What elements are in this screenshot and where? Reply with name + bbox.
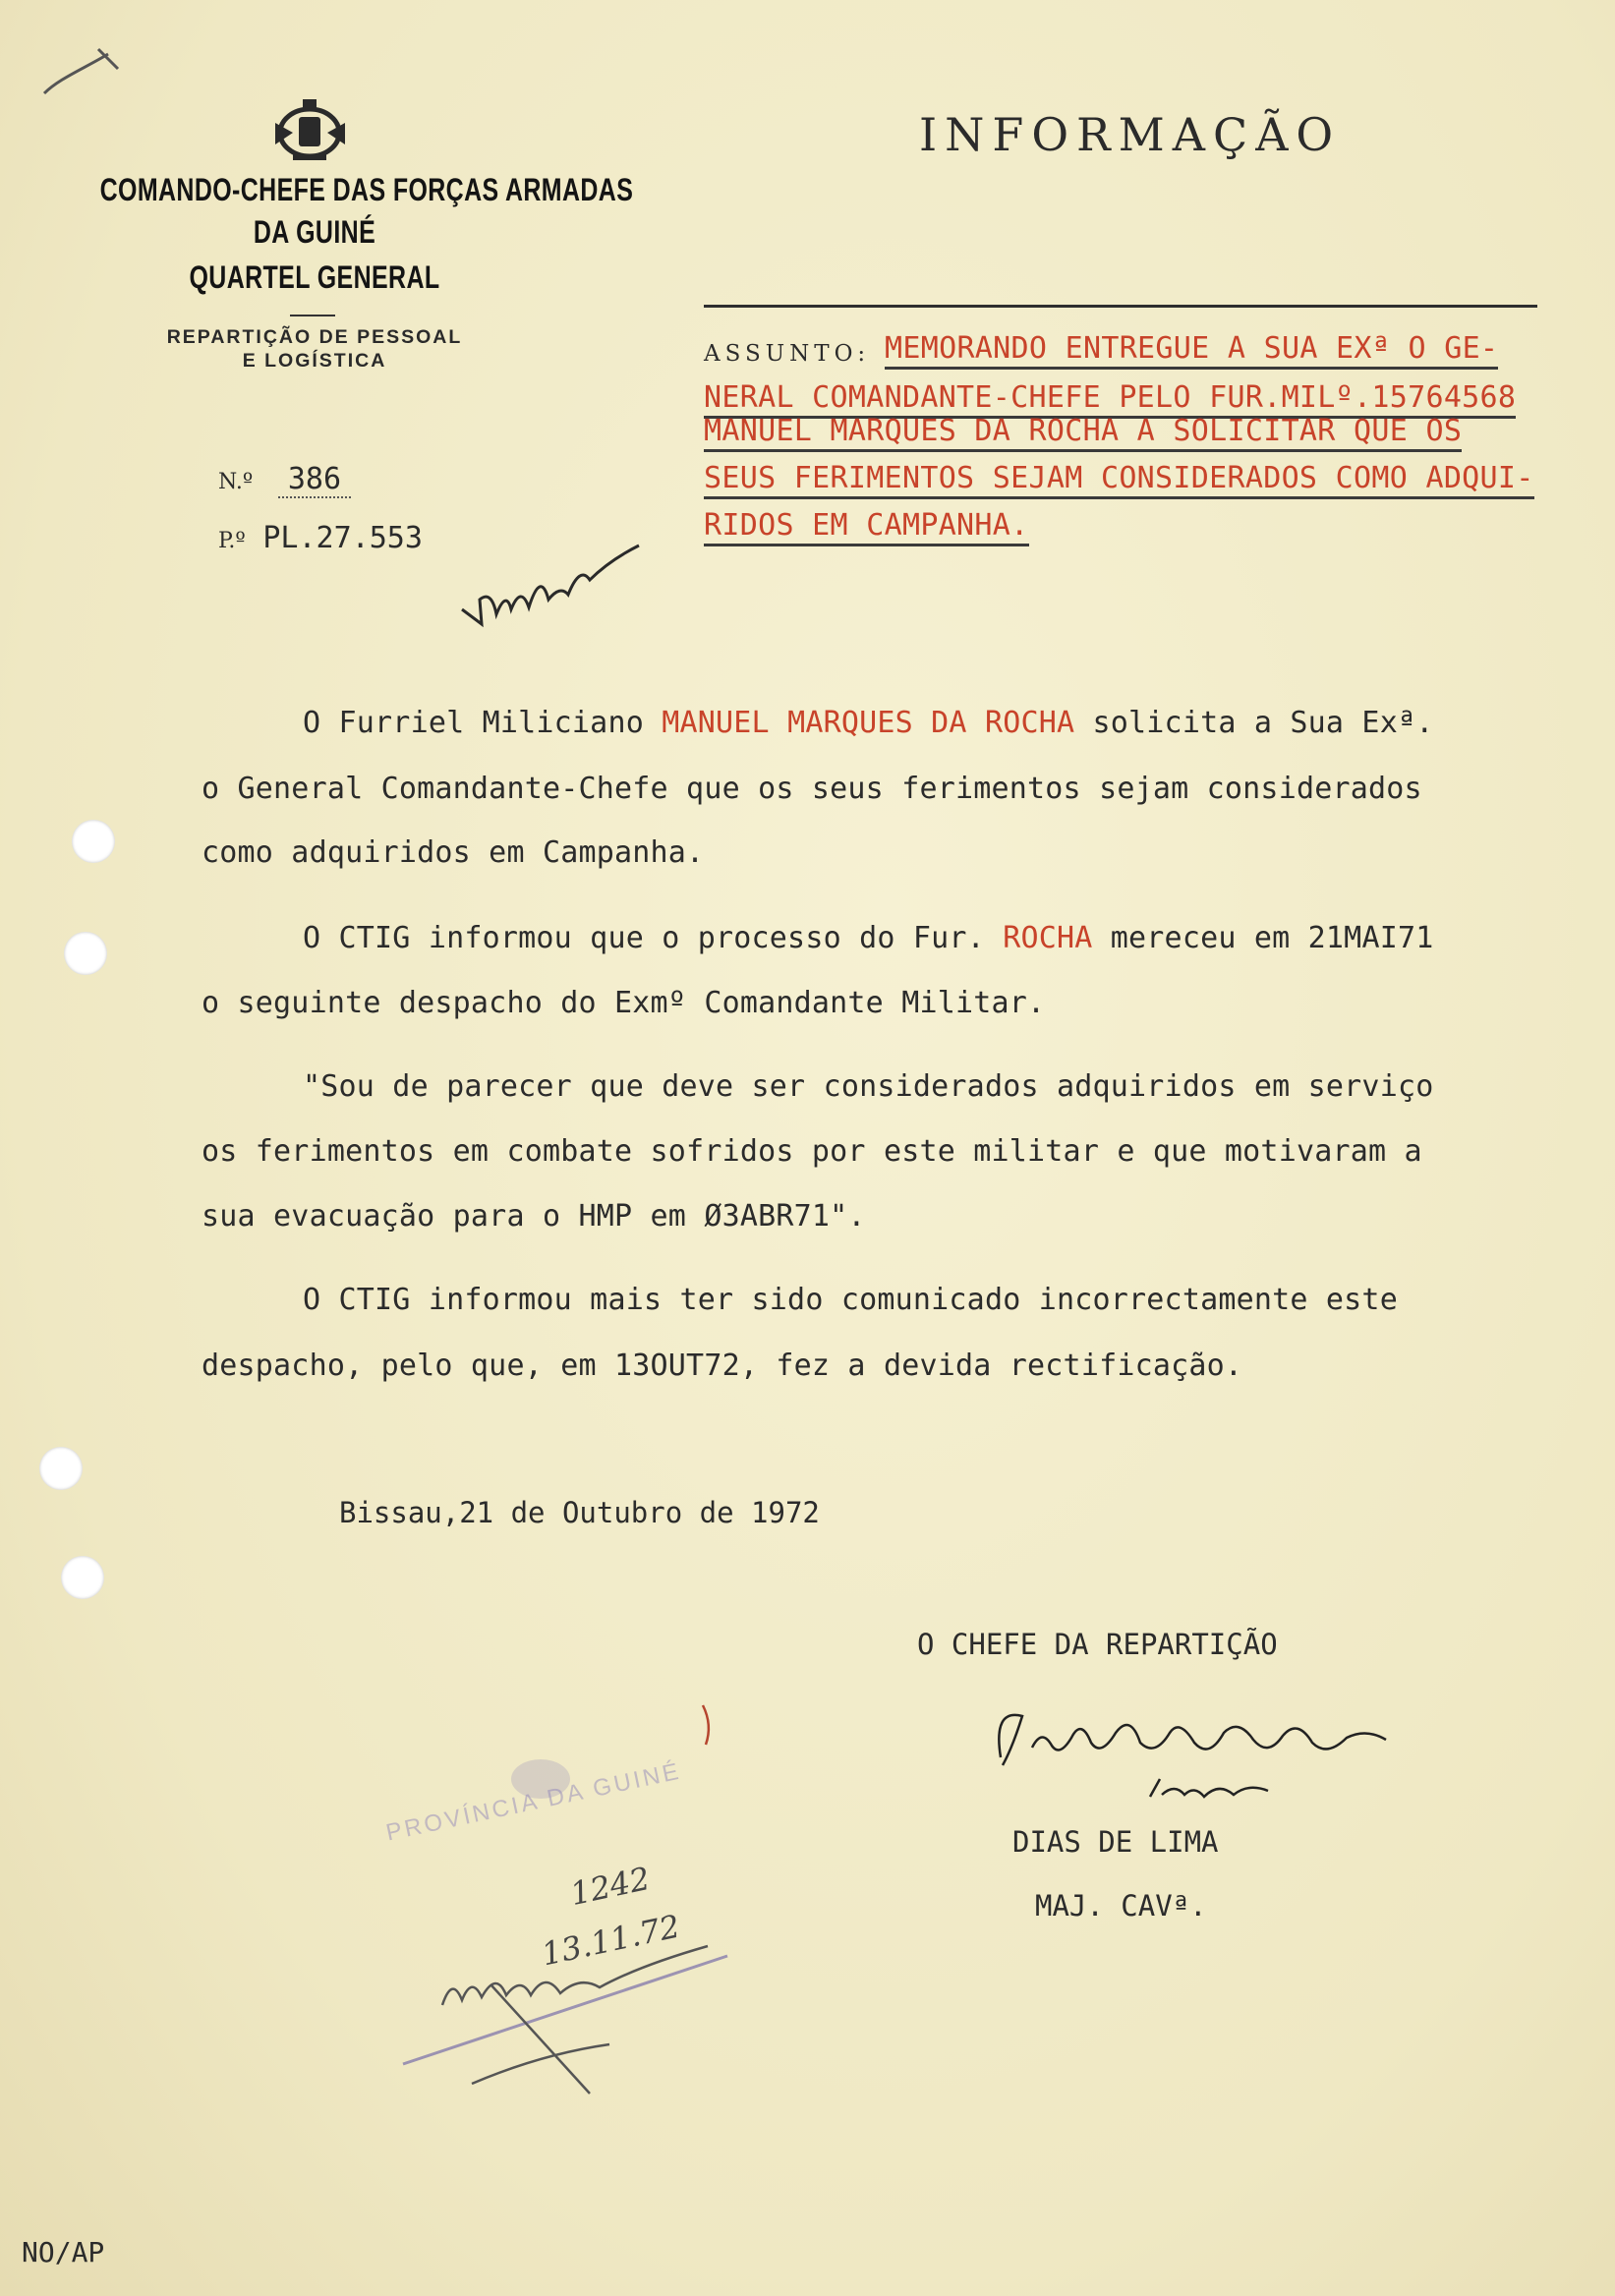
letterhead-line-3: QUARTEL GENERAL: [189, 259, 440, 295]
document-title: INFORMAÇÃO: [919, 108, 1342, 161]
letterhead-line-2: DA GUINÉ: [253, 214, 376, 250]
signatory-role: O CHEFE DA REPARTIÇÃO: [917, 1628, 1278, 1661]
body-line: "Sou de parecer que deve ser considerados adquiridos em serviço: [303, 1069, 1434, 1104]
signatory-name: DIAS DE LIMA: [1012, 1825, 1219, 1859]
received-stamp: [383, 1750, 796, 2123]
punch-hole: [61, 1556, 104, 1599]
body-line: [303, 706, 1615, 740]
subject-line: RIDOS EM CAMPANHA.: [704, 509, 1029, 546]
department-line-1: REPARTIÇÃO DE PESSOAL: [166, 326, 463, 348]
process-value: PL.27.553: [262, 521, 423, 555]
subject-label: ASSUNTO:: [704, 341, 871, 367]
subject-line: MEMORANDO ENTREGUE A SUA EXª O GE-: [885, 332, 1498, 370]
place-date: Bissau,21 de Outubro de 1972: [339, 1496, 820, 1529]
process-number: [218, 521, 423, 555]
body-line: o General Comandante-Chefe que os seus ferimentos sejam considerados: [202, 772, 1422, 806]
body-text: mereceu em 21MAI71: [1092, 921, 1434, 955]
subject-line: MANUEL MARQUES DA ROCHA A SOLICITAR QUE OS: [704, 415, 1462, 452]
punch-hole: [39, 1447, 83, 1490]
body-line: como adquiridos em Campanha.: [202, 835, 705, 870]
punch-hole: [64, 932, 107, 975]
handwritten-signature: [983, 1689, 1415, 1816]
body-line: O CTIG informou mais ter sido comunicado incorrectamente este: [303, 1283, 1398, 1317]
footer-initials: NO/AP: [22, 2236, 105, 2268]
body-line: [303, 921, 1615, 955]
number-label: N.º: [218, 470, 254, 494]
reference-number: [218, 462, 351, 496]
process-label: P.º: [218, 529, 246, 553]
pencil-mark: [29, 29, 138, 108]
body-text: solicita a Sua Exª.: [1074, 706, 1434, 740]
body-text: O Furriel Miliciano: [303, 706, 663, 740]
title-divider: [704, 305, 1537, 308]
body-line: sua evacuação para o HMP em Ø3ABR71".: [202, 1199, 866, 1234]
highlighted-name: ROCHA: [1003, 921, 1093, 955]
handwritten-annotation: [452, 531, 649, 639]
letterhead-line-1: COMANDO-CHEFE DAS FORÇAS ARMADAS: [99, 172, 634, 207]
highlighted-name: MANUEL MARQUES DA ROCHA: [662, 706, 1075, 740]
body-text: O CTIG informou que o processo do Fur.: [303, 921, 1004, 955]
stamp-text: PROVÍNCIA DA GUINÉ: [383, 1757, 684, 1847]
letterhead-divider: [290, 315, 335, 316]
stamp-handwritten-date: 13.11.72: [538, 1907, 683, 1974]
number-value: 386: [278, 462, 351, 498]
pencil-tick: [698, 1700, 718, 1750]
body-line: despacho, pelo que, em 13OUT72, fez a devida rectificação.: [202, 1349, 1243, 1383]
subject-line: SEUS FERIMENTOS SEJAM CONSIDERADOS COMO ADQUI-: [704, 462, 1534, 499]
stamp-handwritten-number: 1242: [566, 1859, 654, 1914]
department-line-2: E LOGÍSTICA: [242, 350, 387, 372]
punch-hole: [72, 820, 115, 863]
signatory-rank: MAJ. CAVª.: [1035, 1889, 1207, 1923]
body-line: os ferimentos em combate sofridos por este militar e que motivaram a: [202, 1134, 1422, 1169]
body-line: o seguinte despacho do Exmº Comandante Militar.: [202, 986, 1046, 1020]
coat-of-arms-icon: [263, 93, 357, 167]
subject-line: NERAL COMANDANTE-CHEFE PELO FUR.MILº.15764568: [704, 381, 1516, 419]
stamp-initials-scribble: [383, 1926, 796, 2123]
